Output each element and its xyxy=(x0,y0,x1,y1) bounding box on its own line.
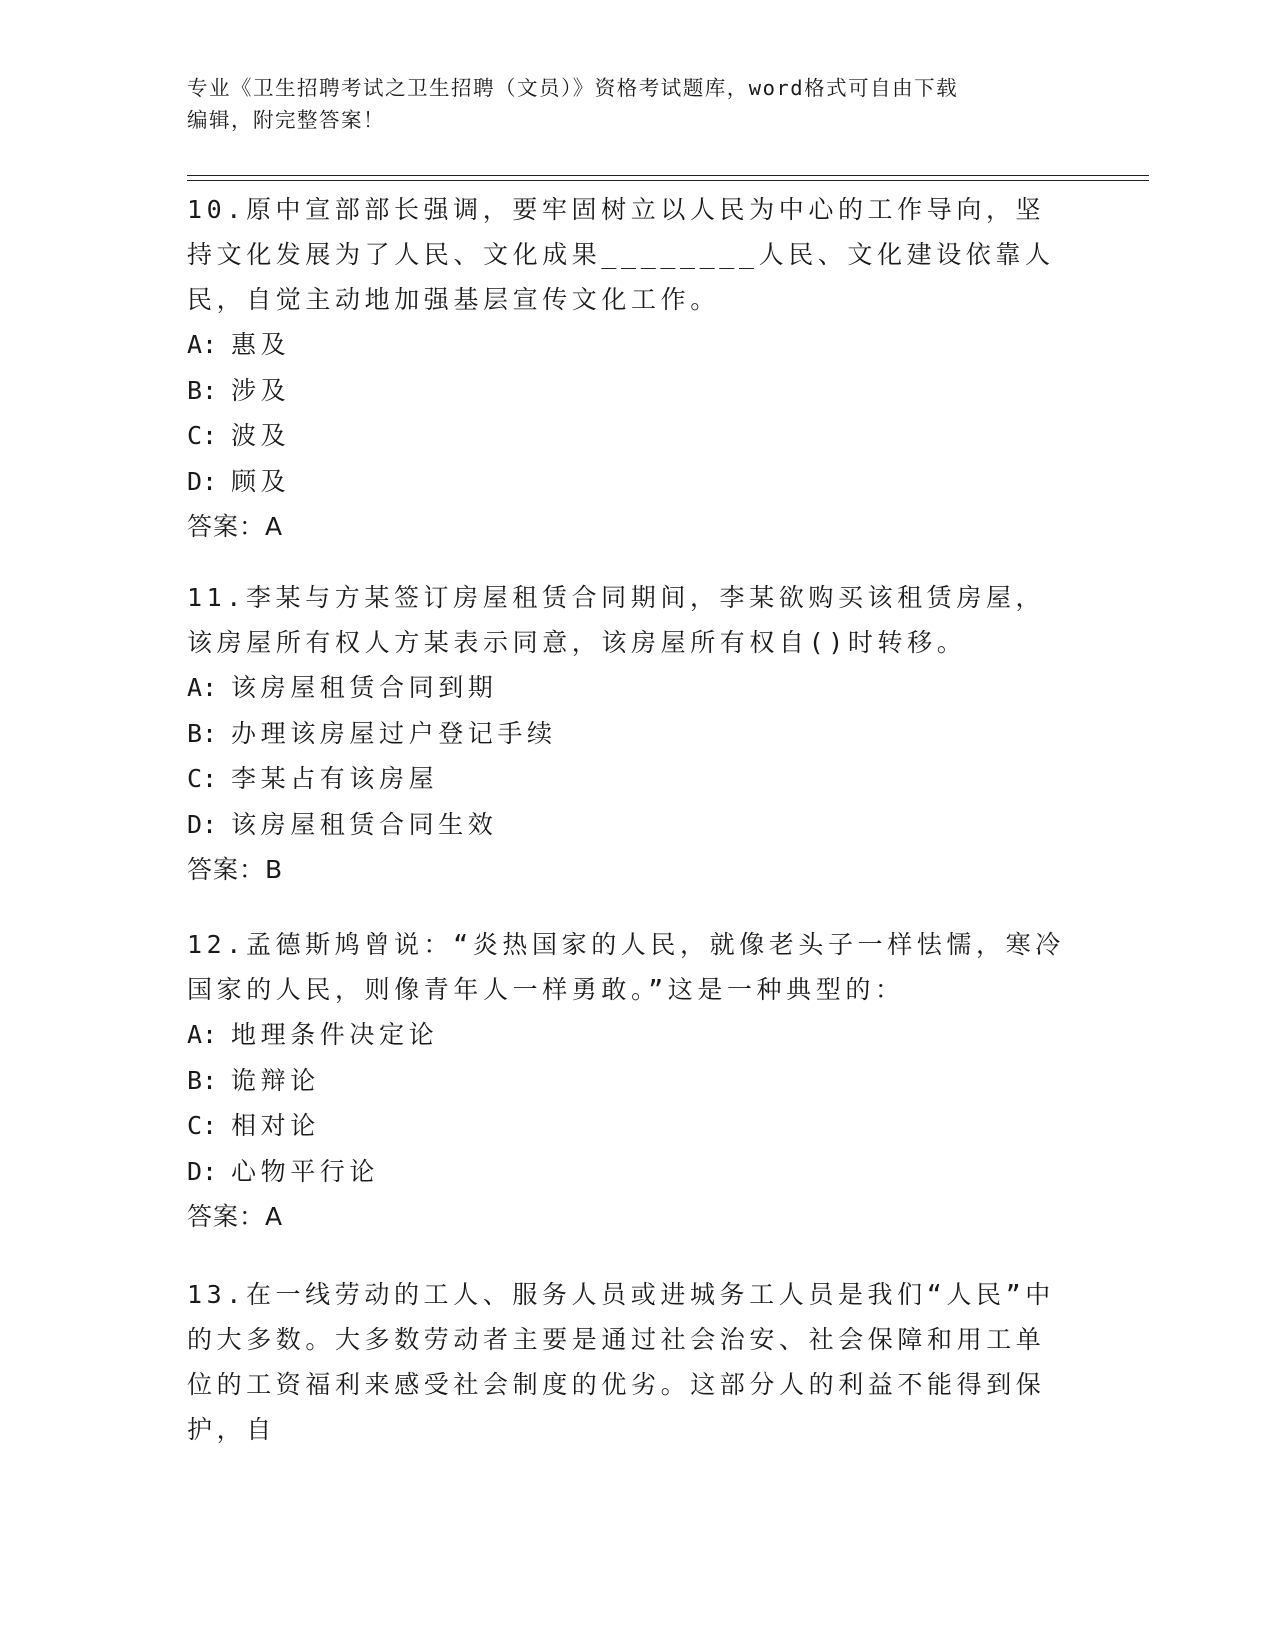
option-text: 涉及 xyxy=(231,375,291,405)
option-letter: D: xyxy=(187,466,218,496)
question-stem: 11.李某与方某签订房屋租赁合同期间，李某欲购买该租赁房屋，该房屋所有权人方某表示同意，该房屋所有权自()时转移。 xyxy=(187,583,1046,657)
option-text: 地理条件决定论 xyxy=(231,1020,439,1049)
option-text: 诡辩论 xyxy=(231,1065,320,1095)
option-c xyxy=(187,1103,1067,1149)
option-text: 心物平行论 xyxy=(231,1156,380,1186)
question-stem: 10.原中宣部部长强调，要牢固树立以人民为中心的工作导向，坚持文化发展为了人民、文化成果________人民、文化建设依靠人民，自觉主动地加强基层宣传文化工作。 xyxy=(187,195,1055,314)
answer-line: 答案：A xyxy=(187,1202,284,1231)
option-letter: B: xyxy=(187,718,218,748)
option-text: 相对论 xyxy=(231,1111,320,1140)
option-letter: A: xyxy=(187,330,218,359)
header-line-1: 专业《卫生招聘考试之卫生招聘（文员）》资格考试题库，word格式可自由下载 xyxy=(187,76,959,100)
option-c xyxy=(187,756,1067,802)
option-text: 惠及 xyxy=(231,330,291,359)
answer-line: 答案：B xyxy=(187,855,284,884)
document-header xyxy=(187,72,1087,136)
option-d xyxy=(187,1149,1067,1195)
header-divider xyxy=(187,175,1149,181)
question-13 xyxy=(187,1272,1067,1452)
option-d xyxy=(187,802,1067,848)
question-10 xyxy=(187,187,1067,549)
option-a xyxy=(187,322,1067,368)
question-stem: 12.孟德斯鸠曾说：“炎热国家的人民，就像老头子一样怯懦，寒冷国家的人民，则像青年人一样勇敢。”这是一种典型的： xyxy=(187,930,1065,1004)
question-11 xyxy=(187,575,1067,892)
option-a xyxy=(187,665,1067,711)
option-text: 李某占有该房屋 xyxy=(231,764,439,793)
option-letter: A: xyxy=(187,673,218,702)
option-c xyxy=(187,413,1067,459)
option-letter: A: xyxy=(187,1020,218,1049)
option-b xyxy=(187,1058,1067,1104)
option-letter: D: xyxy=(187,1156,218,1186)
option-b xyxy=(187,368,1067,414)
option-text: 顾及 xyxy=(231,466,291,496)
option-text: 该房屋租赁合同到期 xyxy=(231,673,498,702)
option-text: 办理该房屋过户登记手续 xyxy=(231,718,557,748)
option-text: 波及 xyxy=(231,421,291,450)
option-b xyxy=(187,711,1067,757)
option-d xyxy=(187,459,1067,505)
option-letter: B: xyxy=(187,1065,218,1095)
option-a xyxy=(187,1012,1067,1058)
header-line-2: 编辑，附完整答案！ xyxy=(187,108,385,132)
option-letter: C: xyxy=(187,764,218,793)
question-stem: 13.在一线劳动的工人、服务人员或进城务工人员是我们“人民”中的大多数。大多数劳动者主要是通过社会治安、社会保障和用工单位的工资福利来感受社会制度的优劣。这部分人的利益不能得到保护，自 xyxy=(187,1280,1055,1444)
question-12 xyxy=(187,922,1067,1239)
option-letter: C: xyxy=(187,421,218,450)
option-letter: D: xyxy=(187,809,218,839)
option-letter: C: xyxy=(187,1111,218,1140)
option-letter: B: xyxy=(187,375,218,405)
answer-line: 答案：A xyxy=(187,512,284,541)
option-text: 该房屋租赁合同生效 xyxy=(231,809,498,839)
